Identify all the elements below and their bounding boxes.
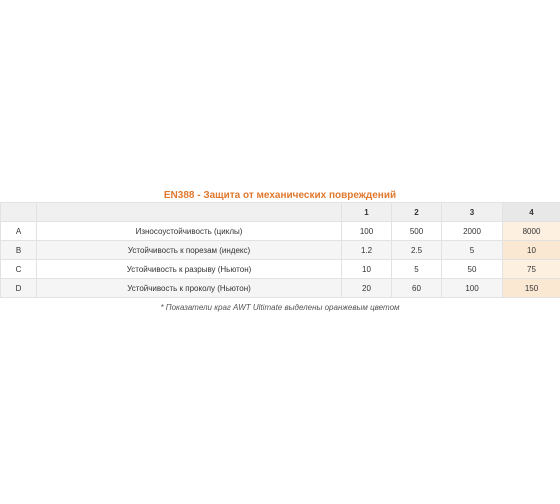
table-row bbox=[1, 241, 560, 260]
table-header-row bbox=[1, 203, 560, 222]
row-value: 500 bbox=[392, 222, 442, 241]
row-parameter: Устойчивость к порезам (индекс) bbox=[37, 241, 342, 260]
row-value: 50 bbox=[442, 260, 503, 279]
row-value-highlighted: 10 bbox=[503, 241, 560, 260]
table-row bbox=[1, 222, 560, 241]
header-level-2: 2 bbox=[392, 203, 442, 222]
row-value: 5 bbox=[442, 241, 503, 260]
header-level-4: 4 bbox=[503, 203, 560, 222]
en388-table bbox=[0, 202, 560, 298]
row-value: 10 bbox=[342, 260, 392, 279]
row-code: C bbox=[1, 260, 37, 279]
footnote: * Показатели краг AWT Ultimate выделены оранжевым цветом bbox=[160, 303, 400, 312]
table-row bbox=[1, 279, 560, 298]
row-value: 1.2 bbox=[342, 241, 392, 260]
row-code: B bbox=[1, 241, 37, 260]
row-value: 60 bbox=[392, 279, 442, 298]
row-parameter: Износоустойчивость (циклы) bbox=[37, 222, 342, 241]
header-level-1: 1 bbox=[342, 203, 392, 222]
row-code: D bbox=[1, 279, 37, 298]
row-value-highlighted: 8000 bbox=[503, 222, 560, 241]
row-parameter: Устойчивость к проколу (Ньютон) bbox=[37, 279, 342, 298]
header-code bbox=[1, 203, 37, 222]
row-code: A bbox=[1, 222, 37, 241]
row-value: 20 bbox=[342, 279, 392, 298]
row-value-highlighted: 150 bbox=[503, 279, 560, 298]
header-parameter bbox=[37, 203, 342, 222]
row-value: 5 bbox=[392, 260, 442, 279]
row-value: 2000 bbox=[442, 222, 503, 241]
row-value-highlighted: 75 bbox=[503, 260, 560, 279]
row-value: 100 bbox=[342, 222, 392, 241]
row-parameter: Устойчивость к разрыву (Ньютон) bbox=[37, 260, 342, 279]
table-row bbox=[1, 260, 560, 279]
row-value: 2.5 bbox=[392, 241, 442, 260]
row-value: 100 bbox=[442, 279, 503, 298]
header-level-3: 3 bbox=[442, 203, 503, 222]
table-title: EN388 - Защита от механических повреждений bbox=[163, 190, 397, 201]
